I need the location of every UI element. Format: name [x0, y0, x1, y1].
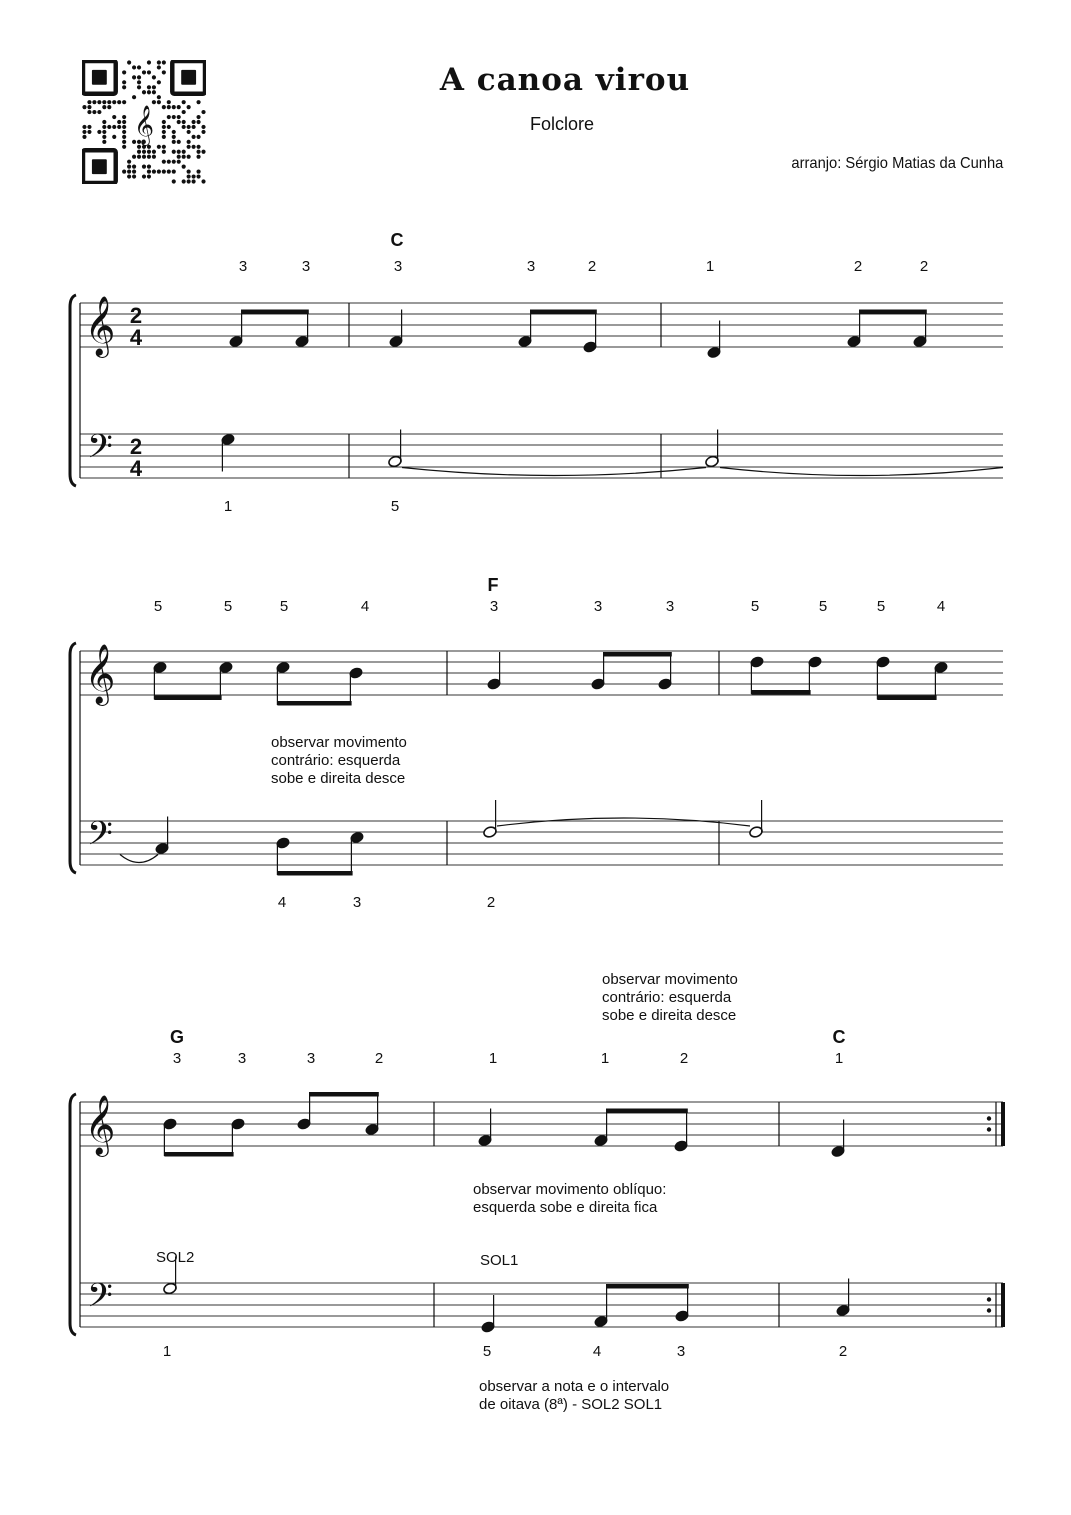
rh-fingering: 3 — [301, 258, 311, 275]
annotation: contrário: esquerda — [271, 752, 401, 769]
page-title: A canoa virou — [439, 62, 691, 98]
rh-fingering: 1 — [705, 258, 715, 275]
beam — [277, 701, 351, 706]
annotation: contrário: esquerda — [602, 989, 732, 1006]
beam — [877, 696, 936, 701]
treble-clef-icon: 𝄞 — [84, 1096, 116, 1154]
arranger-credit: arranjo: Sérgio Matias da Cunha — [791, 155, 1003, 172]
tie — [120, 855, 158, 863]
time-signature-bottom: 4 — [129, 325, 143, 350]
lh-fingering: 1 — [162, 1343, 172, 1360]
tie — [720, 468, 1003, 476]
annotation: observar movimento oblíquo: — [473, 1181, 667, 1198]
treble-clef-icon: 𝄞 — [84, 297, 116, 355]
rh-fingering: 4 — [360, 598, 370, 615]
rh-fingering: 3 — [489, 598, 499, 615]
treble-staff — [80, 1102, 1003, 1146]
rh-fingering: 3 — [172, 1050, 182, 1067]
beam — [751, 690, 810, 695]
repeat-dot — [987, 1116, 991, 1120]
annotation: esquerda sobe e direita fica — [473, 1199, 658, 1216]
bass-staff — [80, 821, 1003, 865]
lh-fingering: 3 — [676, 1343, 686, 1360]
repeat-dot — [987, 1297, 991, 1301]
lh-fingering: 5 — [390, 498, 400, 515]
lh-fingering: 1 — [223, 498, 233, 515]
rh-fingering: 2 — [853, 258, 863, 275]
beam — [277, 871, 352, 876]
annotation: observar a nota e o intervalo — [479, 1378, 670, 1395]
system-bracket — [70, 1094, 76, 1335]
rh-fingering: 3 — [237, 1050, 247, 1067]
lh-fingering: 2 — [486, 894, 496, 911]
lh-fingering: 4 — [277, 894, 287, 911]
chord-symbol: G — [169, 1027, 185, 1047]
rh-fingering: 5 — [279, 598, 289, 615]
rh-fingering: 2 — [919, 258, 929, 275]
lh-fingering: 3 — [352, 894, 362, 911]
rh-fingering: 5 — [223, 598, 233, 615]
time-signature-top: 2 — [129, 303, 143, 328]
bass-staff — [80, 434, 1003, 478]
chord-symbol: C — [832, 1027, 846, 1047]
bass-clef-icon: 𝄢 — [87, 1278, 113, 1322]
lh-fingering: 2 — [838, 1343, 848, 1360]
note-label: SOL1 — [480, 1252, 519, 1269]
rh-fingering: 5 — [153, 598, 163, 615]
annotation: observar movimento — [602, 971, 738, 988]
rh-fingering: 3 — [306, 1050, 316, 1067]
rh-fingering: 3 — [593, 598, 603, 615]
time-signature-bottom: 4 — [129, 456, 143, 481]
beam — [860, 310, 927, 315]
rh-fingering: 2 — [587, 258, 597, 275]
beam — [154, 696, 221, 701]
rh-fingering: 1 — [834, 1050, 844, 1067]
beam — [164, 1152, 233, 1157]
note-label: SOL2 — [156, 1249, 195, 1266]
beam — [604, 652, 672, 657]
bass-clef-icon: 𝄢 — [87, 429, 113, 473]
tie — [497, 818, 750, 826]
repeat-dot — [987, 1127, 991, 1131]
beam — [531, 310, 597, 315]
treble-staff — [80, 651, 1003, 695]
rh-fingering: 1 — [600, 1050, 610, 1067]
beam — [607, 1284, 689, 1289]
beam — [607, 1109, 688, 1114]
time-signature-top: 2 — [129, 434, 143, 459]
treble-clef-icon: 𝄞 — [133, 106, 155, 144]
rh-fingering: 2 — [374, 1050, 384, 1067]
rh-fingering: 3 — [665, 598, 675, 615]
rh-fingering: 3 — [393, 258, 403, 275]
rh-fingering: 3 — [526, 258, 536, 275]
subtitle: Folclore — [529, 114, 595, 134]
rh-fingering: 5 — [818, 598, 828, 615]
rh-fingering: 2 — [679, 1050, 689, 1067]
rh-fingering: 4 — [936, 598, 946, 615]
lh-fingering: 5 — [482, 1343, 492, 1360]
annotation: observar movimento — [271, 734, 407, 751]
annotation: de oitava (8ª) - SOL2 SOL1 — [479, 1396, 663, 1413]
system-bracket — [70, 295, 76, 486]
rh-fingering: 1 — [488, 1050, 498, 1067]
annotation: sobe e direita desce — [602, 1007, 737, 1024]
bass-clef-icon: 𝄢 — [87, 816, 113, 860]
rh-fingering: 5 — [750, 598, 760, 615]
repeat-dot — [987, 1308, 991, 1312]
lh-fingering: 4 — [592, 1343, 602, 1360]
bass-staff — [80, 1283, 1003, 1327]
system-bracket — [70, 643, 76, 873]
rh-fingering: 3 — [238, 258, 248, 275]
annotation: sobe e direita desce — [271, 770, 406, 787]
treble-clef-icon: 𝄞 — [84, 645, 116, 703]
chord-symbol: C — [390, 230, 404, 250]
chord-symbol: F — [487, 575, 499, 595]
rh-fingering: 5 — [876, 598, 886, 615]
beam — [310, 1092, 379, 1097]
beam — [242, 310, 309, 315]
